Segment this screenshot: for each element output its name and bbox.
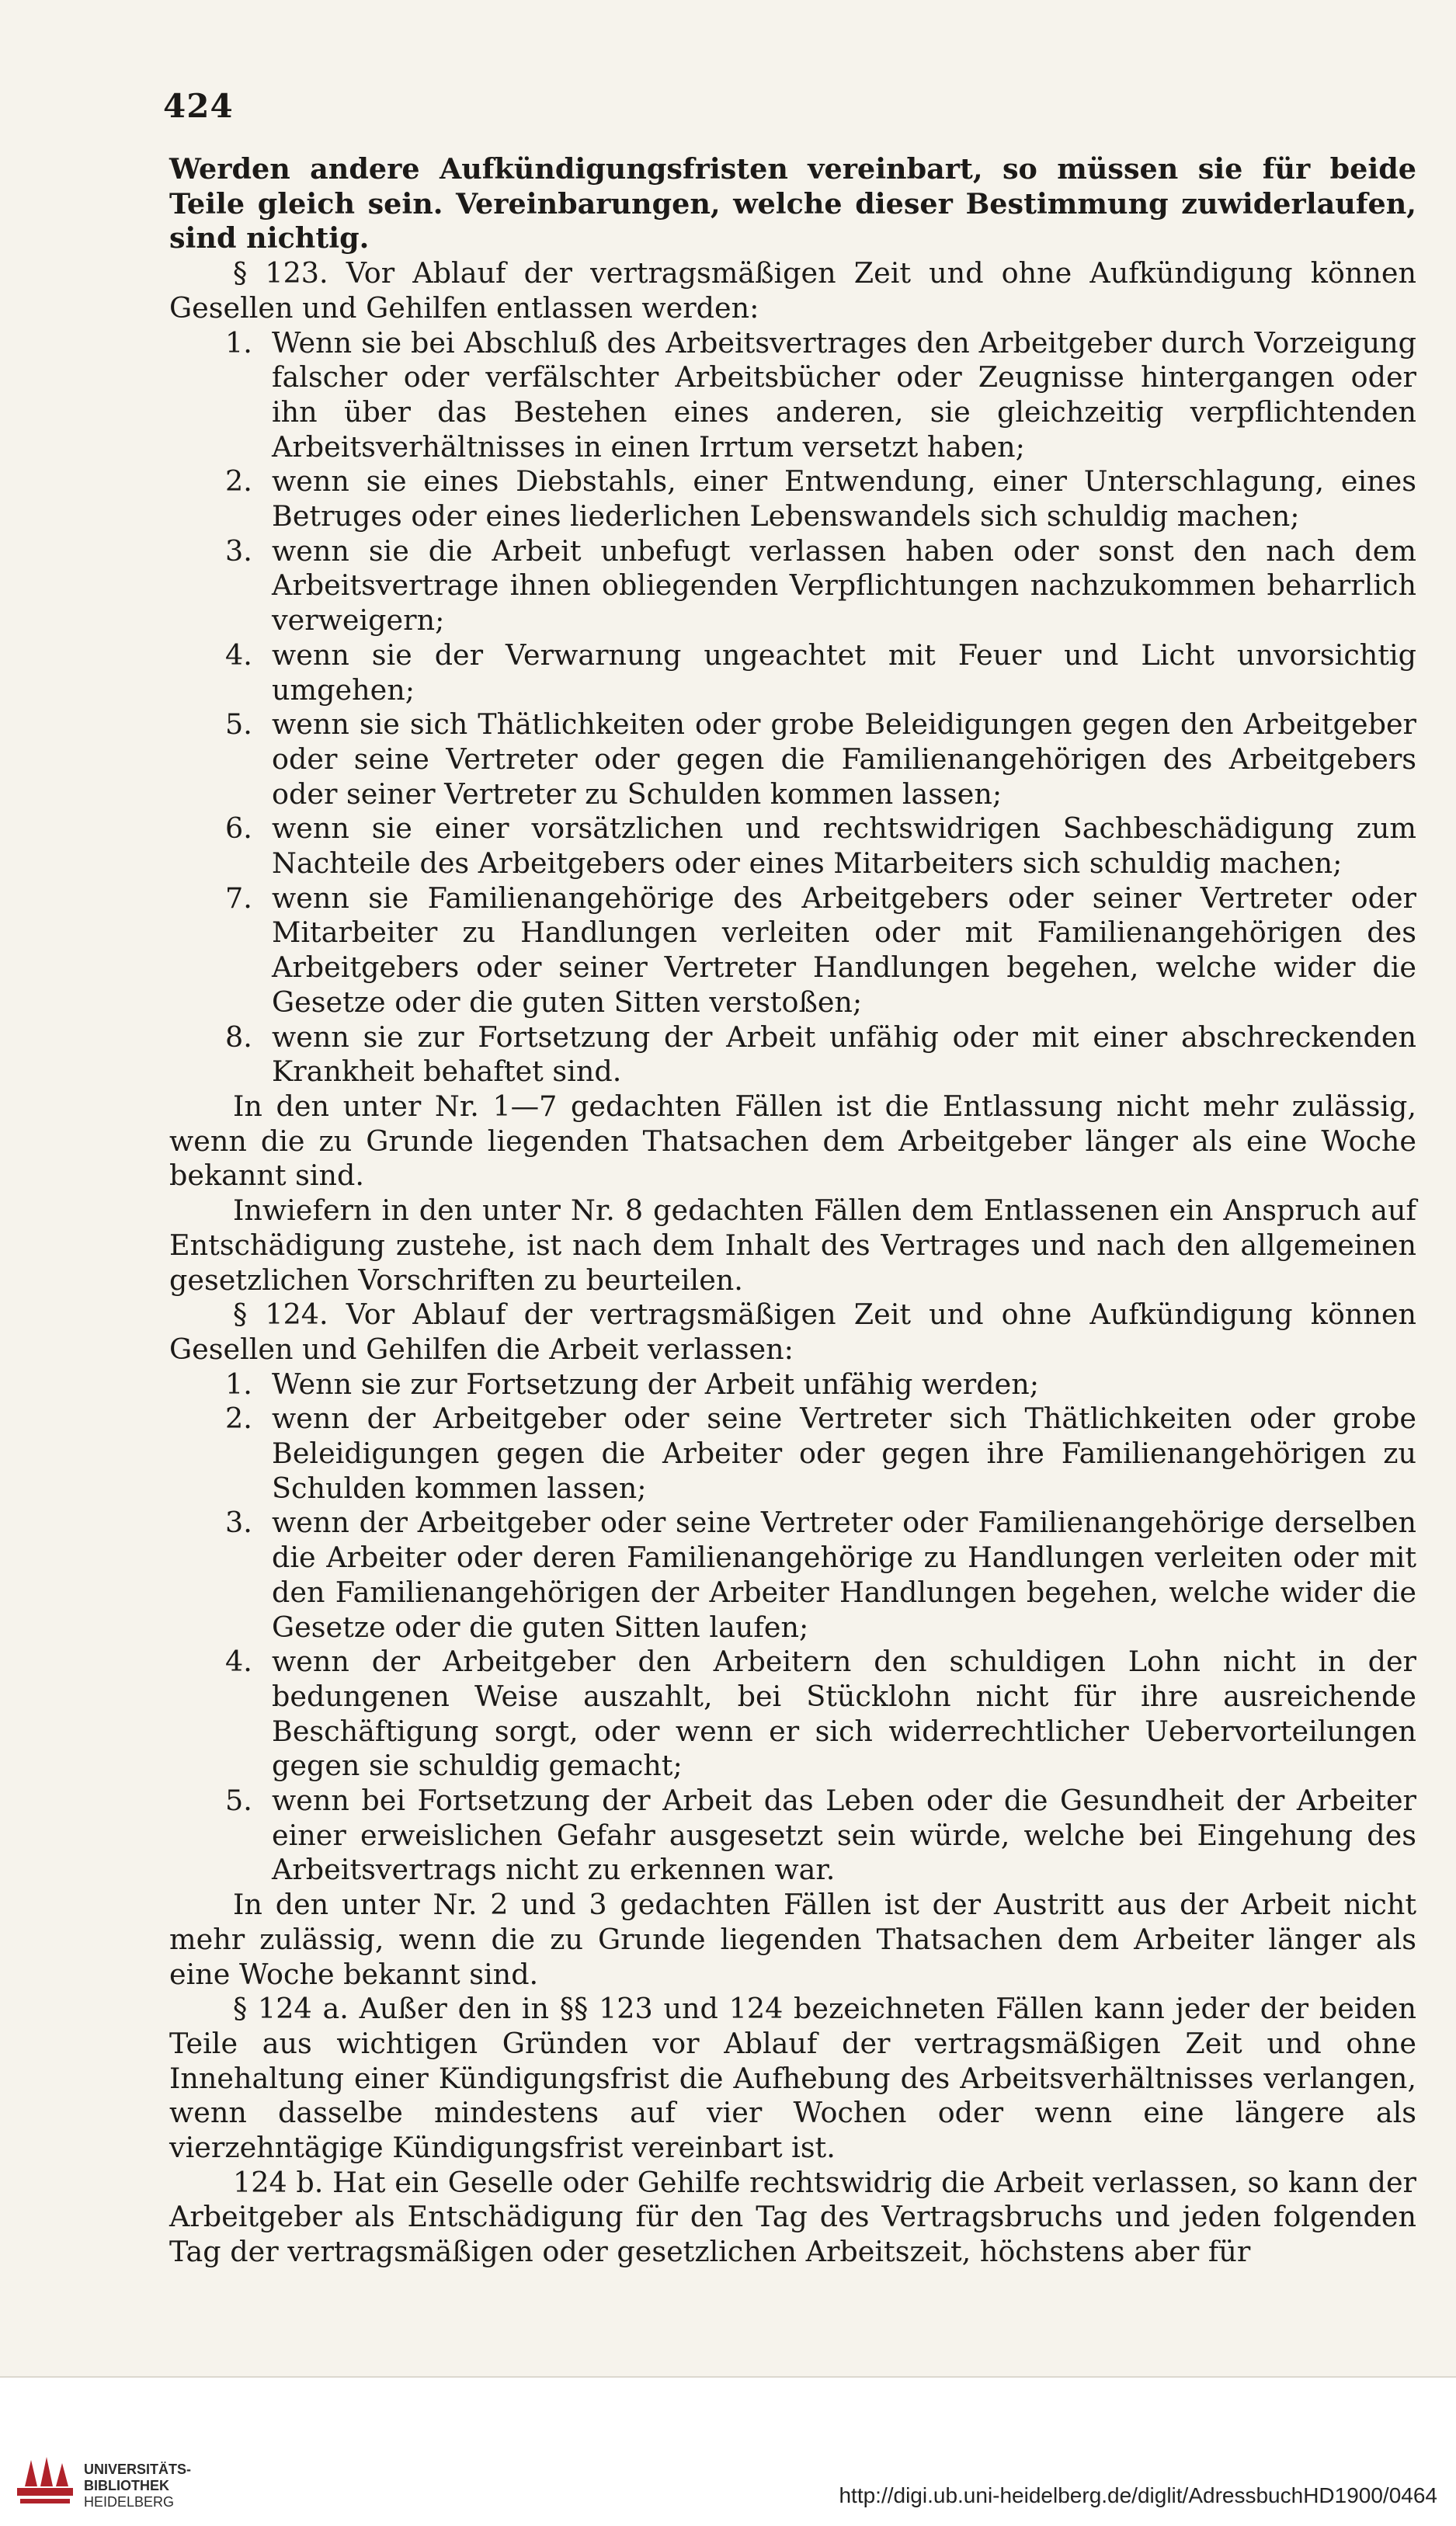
list-item-number: 5. (225, 1784, 252, 1818)
list-item (169, 534, 1416, 638)
section-123-heading: § 123. Vor Ablauf der vertragsmäßigen Zeit und ohne Aufkündigung können Gesellen und Gehilfen entlassen werden: (169, 256, 1416, 325)
library-name-line: UNIVERSITÄTS- (84, 2462, 192, 2477)
list-item-number: 1. (225, 325, 252, 360)
list-item-text: wenn bei Fortsetzung der Arbeit das Leben oder die Gesundheit der Arbeiter einer erweislichen Gefahr ausgesetzt sein würde, welche bei Eingehung des Arbeitsvertrags nicht zu erkennen war. (272, 1784, 1416, 1887)
list-item (169, 707, 1416, 811)
ub-heidelberg-logo-icon (14, 2452, 76, 2514)
list-item-number: 2. (225, 1402, 252, 1436)
list-item-number: 6. (225, 811, 252, 846)
list-item-number: 4. (225, 638, 252, 672)
list-item (169, 1367, 1416, 1402)
list-item-text: wenn der Arbeitgeber den Arbeitern den schuldigen Lohn nicht in der bedungenen Weise auszahlt, bei Stücklohn nicht für ihre ausreichende Beschäftigung sorgt, oder wenn er sich widerrechtlicher Uebervorteilungen gegen sie schuldig gemacht; (272, 1645, 1416, 1783)
list-item-text: wenn sie einer vorsätzlichen und rechtswidrigen Sachbeschädigung zum Nachteile des Arbeitgebers oder eines Mitarbeiters sich schuldig machen; (272, 811, 1416, 881)
list-item-number: 5. (225, 707, 252, 742)
paragraph: Werden andere Aufkündigungsfristen vereinbart, so müssen sie für beide Teile gleich sein. Vereinbarungen, welche dieser Bestimmung zuwiderlaufen, sind nichtig. (169, 152, 1416, 255)
list-item (169, 464, 1416, 533)
library-name (84, 2462, 191, 2510)
list-item-text: Wenn sie zur Fortsetzung der Arbeit unfähig werden; (272, 1367, 1040, 1401)
section-124b-paragraph: 124 b. Hat ein Geselle oder Gehilfe rechtswidrig die Arbeit verlassen, so kann der Arbeitgeber als Entschädigung für den Tag des Vertragsbruchs und jeden folgenden Tag der vertragsmäßigen oder gesetzlichen Arbeitszeit, höchstens aber für (169, 2165, 1416, 2269)
list-item-number: 7. (225, 881, 252, 915)
list-item (169, 1402, 1416, 1506)
page-text (169, 152, 1416, 2270)
list-item-number: 2. (225, 464, 252, 499)
list-item-number: 3. (225, 1506, 252, 1540)
list-item (169, 1645, 1416, 1784)
list-item-text: wenn der Arbeitgeber oder seine Vertreter sich Thätlichkeiten oder grobe Beleidigungen gegen die Arbeiter oder gegen ihre Familienangehörigen zu Schulden kommen lassen; (272, 1402, 1416, 1505)
list-item-text: wenn sie der Verwarnung ungeachtet mit Feuer und Licht unvorsichtig umgehen; (272, 638, 1416, 707)
list-item (169, 638, 1416, 707)
source-url-link[interactable]: http://digi.ub.uni-heidelberg.de/diglit/AdressbuchHD1900/0464 (839, 2483, 1437, 2507)
list-item-number: 3. (225, 533, 252, 568)
list-section-124 (169, 1367, 1416, 1888)
list-item-text: wenn sie die Arbeit unbefugt verlassen haben oder sonst den nach dem Arbeitsvertrage ihnen obliegenden Verpflichtungen nachzukommen beharrlich verweigern; (272, 533, 1416, 638)
list-item-text: wenn sie eines Diebstahls, einer Entwendung, einer Unterschlagung, eines Betruges oder eines liederlichen Lebenswandels sich schuldig machen; (272, 464, 1416, 533)
footer-bar (0, 2378, 1456, 2526)
list-item-number: 1. (225, 1367, 252, 1401)
list-item-text: wenn sie Familienangehörige des Arbeitgebers oder seiner Vertreter oder Mitarbeiter zu Handlungen verleiten oder mit Familienangehörigen des Arbeitgebers oder seiner Vertreter Handlungen begehen, welche wider die Gesetze oder die guten Sitten verstoßen; (272, 881, 1416, 1019)
list-item (169, 1020, 1416, 1089)
paragraph: In den unter Nr. 1—7 gedachten Fällen ist die Entlassung nicht mehr zulässig, wenn die zu Grunde liegenden Thatsachen dem Arbeitgeber länger als eine Woche bekannt sind. (169, 1089, 1416, 1193)
list-item (169, 881, 1416, 1020)
paragraph: Inwiefern in den unter Nr. 8 gedachten Fällen dem Entlassenen ein Anspruch auf Entschädigung zustehe, ist nach dem Inhalt des Vertrages und nach den allgemeinen gesetzlichen Vorschriften zu beurteilen. (169, 1194, 1416, 1297)
list-item (169, 1506, 1416, 1645)
section-124-heading: § 124. Vor Ablauf der vertragsmäßigen Zeit und ohne Aufkündigung können Gesellen und Gehilfen die Arbeit verlassen: (169, 1298, 1416, 1366)
list-item-text: wenn sie zur Fortsetzung der Arbeit unfähig oder mit einer abschreckenden Krankheit behaftet sind. (272, 1020, 1416, 1089)
paragraph: In den unter Nr. 2 und 3 gedachten Fällen ist der Austritt aus der Arbeit nicht mehr zulässig, wenn die zu Grunde liegenden Thatsachen dem Arbeiter länger als eine Woche bekannt sind. (169, 1888, 1416, 1991)
list-item (169, 811, 1416, 881)
list-item-text: Wenn sie bei Abschluß des Arbeitsvertrages den Arbeitgeber durch Vorzeigung falscher oder verfälschter Arbeitsbücher oder Zeugnisse hintergangen oder ihn über das Bestehen eines anderen, sie gleichzeitig verpflichtenden Arbeitsverhältnisses in einen Irrtum versetzt haben; (272, 325, 1416, 464)
library-name-line: HEIDELBERG (84, 2494, 175, 2510)
section-124a-paragraph: § 124 a. Außer den in §§ 123 und 124 bezeichneten Fällen kann jeder der beiden Teile aus wichtigen Gründen vor Ablauf der vertragsmäßigen Zeit und ohne Innehaltung einer Kündigungsfrist die Aufhebung des Arbeitsverhältnisses verlangen, wenn dasselbe mindestens auf vier Wochen oder wenn eine längere als vierzehntägige Kündigungsfrist vereinbart ist. (169, 1992, 1416, 2165)
page-number: 424 (163, 87, 234, 125)
list-item-text: wenn sie sich Thätlichkeiten oder grobe Beleidigungen gegen den Arbeitgeber oder seine Vertreter oder gegen die Familienangehörigen des Arbeitgebers oder seiner Vertreter zu Schulden kommen lassen; (272, 707, 1416, 811)
list-item-number: 8. (225, 1020, 252, 1054)
list-item-text: wenn der Arbeitgeber oder seine Vertreter oder Familienangehörige derselben die Arbeiter oder deren Familienangehörige zu Handlungen verleiten oder mit den Familienangehörigen der Arbeiter Handlungen begehen, welche wider die Gesetze oder die guten Sitten laufen; (272, 1506, 1416, 1644)
list-item (169, 326, 1416, 465)
list-item (169, 1784, 1416, 1888)
list-item-number: 4. (225, 1645, 252, 1679)
library-name-line: BIBLIOTHEK (84, 2478, 169, 2493)
list-section-123 (169, 326, 1416, 1089)
